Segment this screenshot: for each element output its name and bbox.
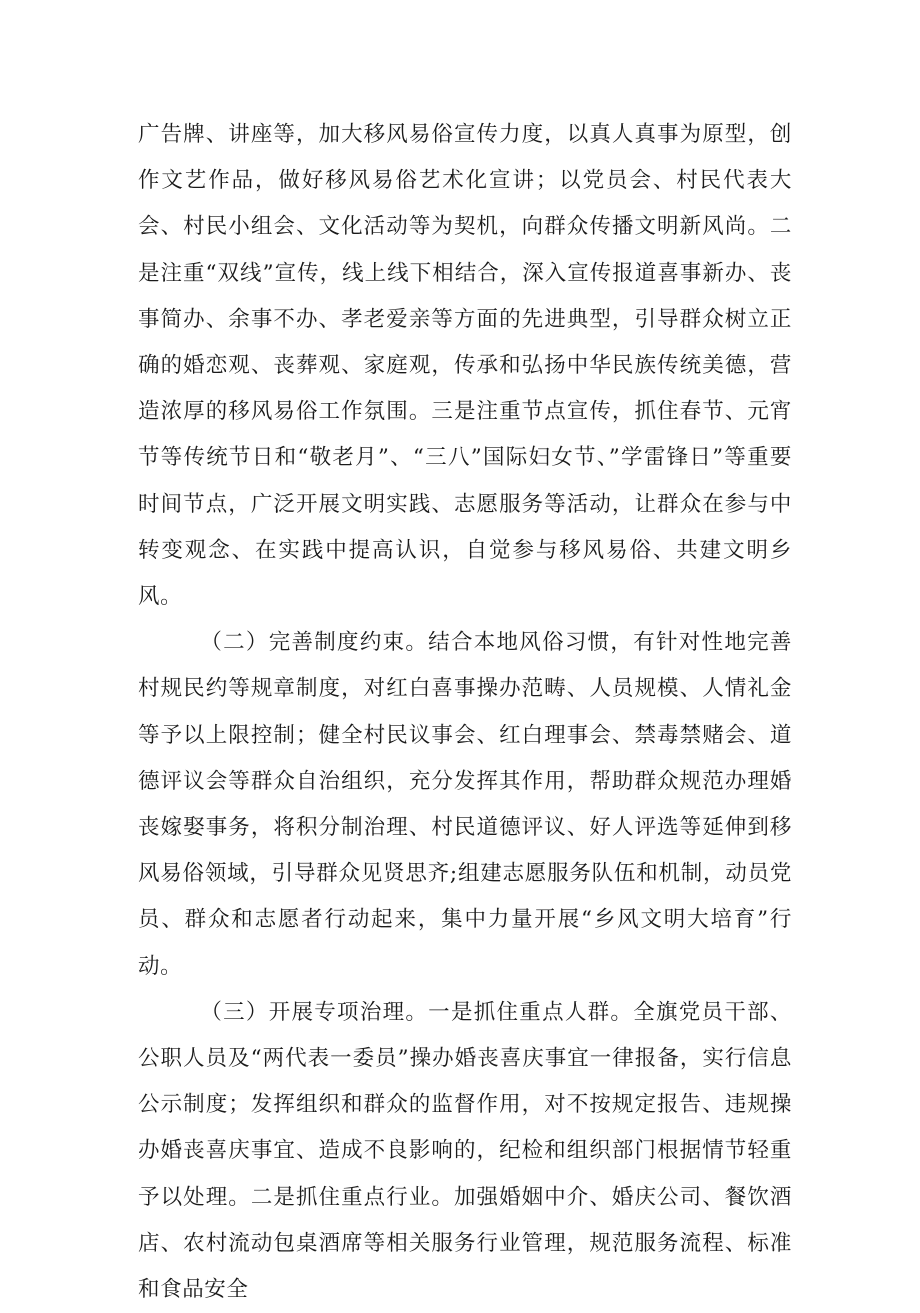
paragraph-section-two: （二）完善制度约束。结合本地风俗习惯，有针对性地完善村规民约等规章制度，对红白喜事操办范畴、人员规模、人情礼金等予以上限控制；健全村民议事会、红白理事会、禁毒禁赌会、道德评议会等群众自治组织，充分发挥其作用，帮助群众规范办理婚丧嫁娶事务，将积分制治理、村民道德评议、好人评选等延伸到移风易俗领域，引导群众见贤思齐;组建志愿服务队伍和机制，动员党员、群众和志愿者行动起来，集中力量开展“乡风文明大培育”行动。: [138, 630, 792, 979]
paragraph-continuation: 广告牌、讲座等，加大移风易俗宣传力度，以真人真事为原型，创作文艺作品，做好移风易俗艺术化宣讲；以党员会、村民代表大会、村民小组会、文化活动等为契机，向群众传播文明新风尚。二是注重“双线”宣传，线上线下相结合，深入宣传报道喜事新办、丧事简办、余事不办、孝老爱亲等方面的先进典型，引导群众树立正确的婚恋观、丧葬观、家庭观，传承和弘扬中华民族传统美德，营造浓厚的移风易俗工作氛围。三是注重节点宣传，抓住春节、元宵节等传统节日和“敬老月”、“三八”国际妇女节、”学雷锋日”等重要时间节点，广泛开展文明实践、志愿服务等活动，让群众在参与中转变观念、在实践中提高认识，自觉参与移风易俗、共建文明乡风。: [138, 122, 792, 610]
paragraph-section-three: （三）开展专项治理。一是抓住重点人群。全旗党员干部、公职人员及“两代表一委员”操办婚丧喜庆事宜一律报备，实行信息公示制度；发挥组织和群众的监督作用，对不按规定报告、违规操办婚丧喜庆事宜、造成不良影响的，纪检和组织部门根据情节轻重予以处理。二是抓住重点行业。加强婚姻中介、婚庆公司、餐饮酒店、农村流动包桌酒席等相关服务行业管理，规范服务流程、标准和食品安全: [138, 999, 792, 1303]
document-body: [138, 112, 792, 1313]
